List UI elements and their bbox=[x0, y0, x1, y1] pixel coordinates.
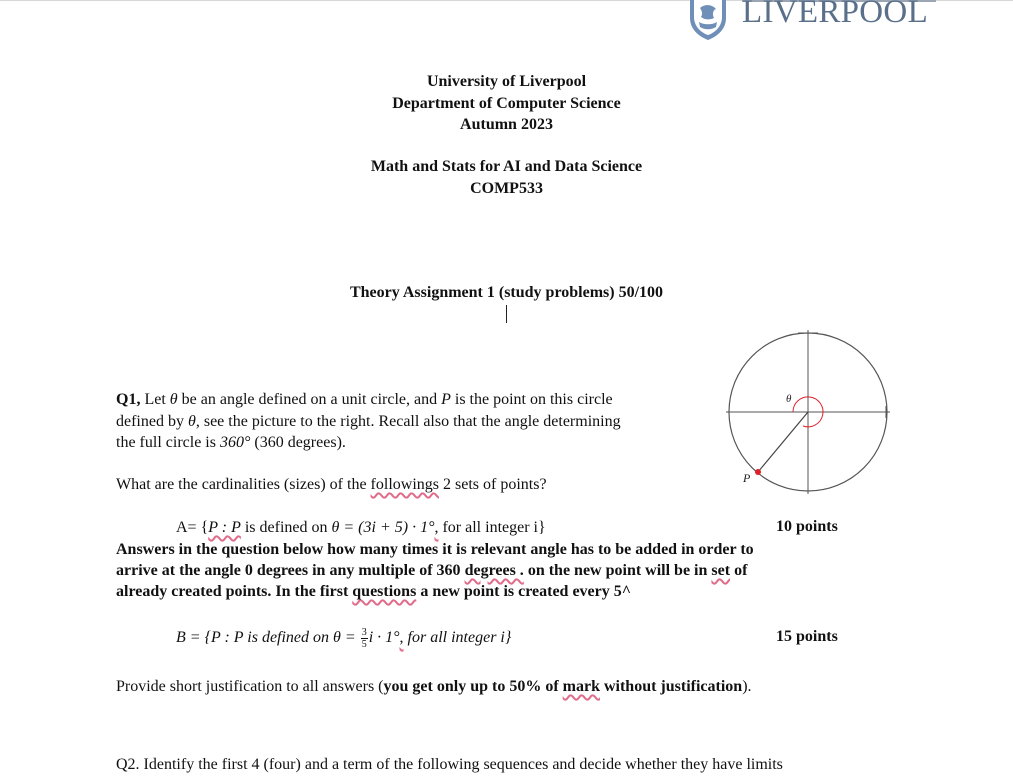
flagged-word: degrees . bbox=[464, 562, 524, 579]
text-run: arrive at the angle 0 degrees in any multiple of 360 bbox=[116, 562, 465, 579]
text-run: A= { bbox=[176, 519, 209, 536]
university-name: University of Liverpool bbox=[426, 73, 587, 90]
set-b-formula: i · 1° bbox=[368, 629, 400, 647]
fraction-denominator: 5 bbox=[361, 639, 367, 650]
radius-line bbox=[758, 412, 808, 472]
text-run: B = {P : P is defined on θ = bbox=[176, 629, 360, 647]
q1-label: Q1, bbox=[116, 391, 141, 408]
text-run: you get only up to 50% of bbox=[383, 678, 563, 695]
text-run: without justification bbox=[599, 678, 743, 695]
answer-line-3 bbox=[116, 581, 631, 603]
text-run: be an angle defined on a unit circle, and bbox=[177, 391, 442, 408]
set-b-definition bbox=[176, 627, 511, 650]
text-run: 2 sets of points? bbox=[439, 476, 547, 493]
text-run: of bbox=[730, 562, 748, 579]
set-a-points: 10 points bbox=[776, 518, 838, 535]
department-name: Department of Computer Science bbox=[392, 95, 621, 112]
text-run: on the new point will be in bbox=[523, 562, 712, 579]
text-run: Provide short justification to all answers ( bbox=[116, 678, 384, 695]
theta-symbol: θ bbox=[187, 413, 196, 430]
text-run: ). bbox=[742, 678, 752, 695]
text-run: Let bbox=[140, 391, 170, 408]
point-label: P bbox=[743, 471, 751, 485]
theta-symbol: θ bbox=[169, 391, 178, 408]
university-crest-icon bbox=[688, 0, 728, 40]
q1-question bbox=[116, 474, 547, 496]
text-run: for all integer i} bbox=[438, 519, 546, 536]
flagged-word: , bbox=[434, 519, 439, 536]
set-a-definition bbox=[176, 517, 546, 539]
flagged-word: followings bbox=[370, 476, 439, 493]
fraction bbox=[361, 627, 368, 650]
q2-cut-off-line: Q2. Identify the first 4 (four) and a term of the following sequences and decide whether they have limits bbox=[116, 756, 783, 773]
set-a-formula: θ = (3i + 5) · 1° bbox=[331, 519, 435, 536]
flagged-word: , bbox=[399, 629, 404, 647]
term: Autumn 2023 bbox=[460, 116, 553, 133]
p-symbol: P bbox=[441, 391, 451, 408]
answer-line-1: Answers in the question below how many times it is relevant angle has to be added in order to bbox=[116, 541, 754, 558]
text-run: , see the picture to the right. Recall also that the angle determining bbox=[195, 413, 621, 430]
text-run: is the point on this circle bbox=[450, 391, 613, 408]
text-cursor bbox=[506, 305, 507, 323]
q1-intro-line-3 bbox=[116, 432, 346, 454]
text-run: defined by bbox=[116, 413, 188, 430]
logo-wordmark: LIVERPOOL bbox=[742, 0, 929, 30]
course-title: Math and Stats for AI and Data Science bbox=[370, 158, 643, 175]
set-b-points: 15 points bbox=[776, 628, 838, 645]
unit-circle-diagram bbox=[722, 322, 894, 496]
fraction-numerator: 3 bbox=[361, 627, 367, 638]
full-angle: 360° bbox=[219, 434, 251, 451]
text-run: a new point is created every 5^ bbox=[416, 583, 632, 600]
flagged-word: questions bbox=[352, 583, 417, 600]
text-run: (360 degrees). bbox=[250, 434, 346, 451]
theta-label: θ bbox=[786, 393, 792, 405]
answer-line-2 bbox=[116, 560, 747, 582]
text-run: for all integer i} bbox=[403, 629, 512, 647]
text-run: is defined on bbox=[240, 519, 332, 536]
flagged-word: P : P bbox=[208, 519, 241, 536]
q1-intro-line-1 bbox=[116, 389, 613, 411]
text-run: the full circle is bbox=[116, 434, 220, 451]
point-p bbox=[755, 469, 761, 475]
q1-intro-line-2 bbox=[116, 411, 621, 433]
flagged-word: mark bbox=[562, 678, 600, 695]
text-run: What are the cardinalities (sizes) of the bbox=[116, 476, 371, 493]
course-code: COMP533 bbox=[470, 180, 543, 197]
justification-note bbox=[116, 676, 752, 698]
flagged-word: set bbox=[711, 562, 731, 579]
text-run: already created points. In the first bbox=[116, 583, 353, 600]
assignment-title: Theory Assignment 1 (study problems) 50/100 bbox=[349, 284, 664, 301]
